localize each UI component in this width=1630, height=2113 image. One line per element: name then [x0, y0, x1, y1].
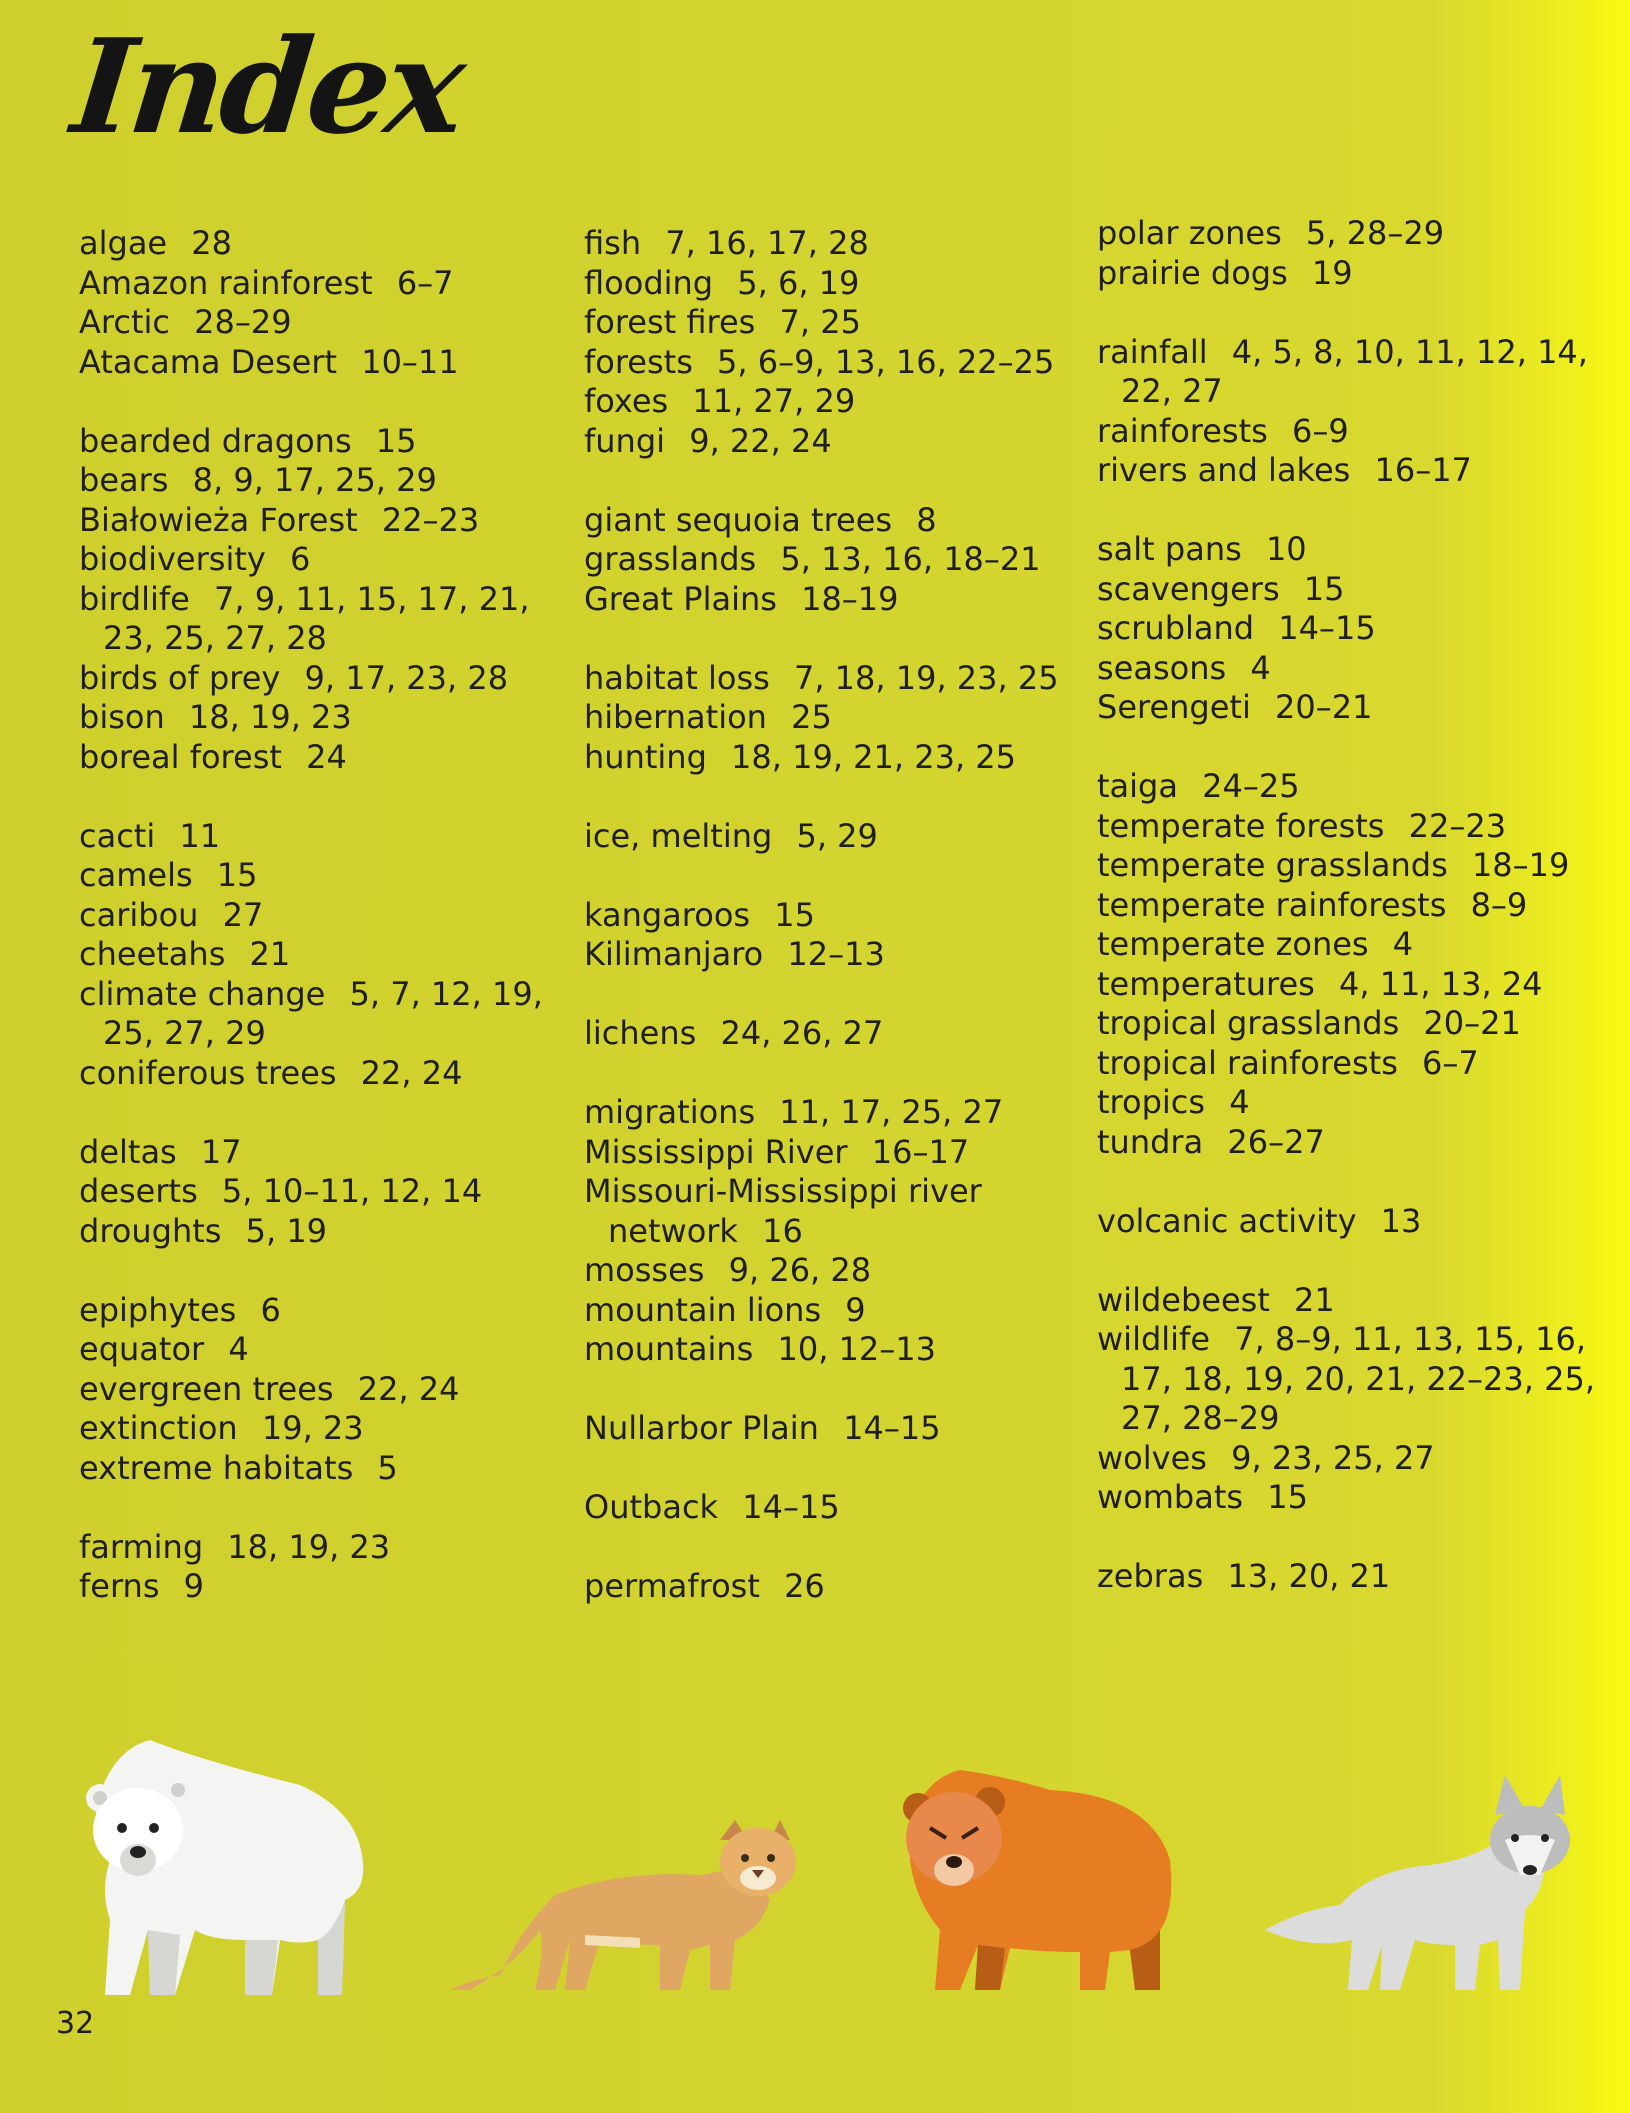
index-entry: [1097, 925, 1617, 965]
index-page-refs: 13: [1380, 1201, 1422, 1240]
mountain-lion-icon: [450, 1820, 796, 1990]
index-term: Great Plains: [584, 579, 777, 618]
index-term: tundra: [1097, 1122, 1204, 1161]
index-page-refs: 14–15: [1278, 609, 1376, 647]
index-entry: [1097, 254, 1617, 294]
index-term: ice, melting: [584, 816, 773, 855]
index-entry: [79, 856, 559, 896]
index-page-refs: 19: [1311, 253, 1353, 292]
index-term: hunting: [584, 737, 707, 776]
index-entry: [584, 303, 1064, 343]
index-term: droughts: [79, 1211, 222, 1250]
index-entry: [79, 935, 559, 975]
index-entry: [1097, 965, 1617, 1005]
index-entry: [79, 1291, 559, 1331]
index-entry: [1097, 1439, 1617, 1479]
index-term: bison: [79, 698, 165, 736]
index-entry: [79, 461, 559, 501]
index-entry: [584, 1409, 1064, 1449]
index-term: caribou: [79, 895, 199, 934]
index-letter-group: [79, 817, 559, 1094]
index-term: wildlife: [1097, 1320, 1210, 1358]
index-page-refs: 9: [183, 1567, 205, 1605]
index-term: cheetahs: [79, 935, 226, 973]
index-page-refs: 16–17: [1374, 451, 1472, 489]
index-page-refs: 24–25: [1202, 767, 1300, 805]
index-page-refs: 7, 9, 11, 15, 17, 21, 23, 25, 27, 28: [103, 579, 530, 657]
index-entry: [1097, 1202, 1617, 1242]
index-term: flooding: [584, 263, 714, 302]
index-page-refs: 6–9: [1291, 411, 1349, 450]
index-entry: [79, 1330, 559, 1370]
index-letter-group: [1097, 1202, 1617, 1242]
index-entry: [1097, 412, 1617, 452]
index-term: rainfall: [1097, 332, 1208, 371]
index-page-refs: 22, 24: [357, 1369, 460, 1408]
index-page-refs: 6: [260, 1290, 281, 1329]
index-term: wildebeest: [1097, 1280, 1270, 1319]
index-page-refs: 8, 9, 17, 25, 29: [192, 461, 437, 499]
index-page-refs: 18, 19, 23: [188, 698, 352, 736]
index-entry: [584, 1093, 1064, 1133]
index-letter-group: [584, 224, 1064, 461]
index-page-refs: 18, 19, 23: [227, 1527, 391, 1566]
index-term: tropical grasslands: [1097, 1004, 1400, 1042]
index-page-refs: 5, 6–9, 13, 16, 22–25: [717, 342, 1055, 381]
index-entry: [79, 422, 559, 462]
index-entry: [1097, 807, 1617, 847]
index-term: temperatures: [1097, 964, 1315, 1003]
index-term: boreal forest: [79, 737, 282, 776]
index-term: volcanic activity: [1097, 1201, 1357, 1240]
index-entry: [79, 540, 559, 580]
index-term: tropical rainforests: [1097, 1043, 1398, 1082]
index-entry: [584, 264, 1064, 304]
index-page-refs: 9, 17, 23, 28: [304, 658, 509, 697]
index-entry: [1097, 1083, 1617, 1123]
index-term: migrations: [584, 1093, 756, 1131]
index-page-refs: 11: [179, 816, 221, 855]
index-page-refs: 4, 11, 13, 24: [1338, 964, 1543, 1003]
index-column-2: [584, 224, 1064, 1646]
index-term: bearded dragons: [79, 421, 352, 460]
animal-illustrations: [0, 1690, 1630, 2020]
index-term: taiga: [1097, 767, 1178, 805]
index-term: ferns: [79, 1567, 160, 1605]
index-entry: [584, 1014, 1064, 1054]
index-term: temperate forests: [1097, 806, 1385, 845]
index-page-refs: 22–23: [1408, 806, 1507, 845]
index-page-refs: 21: [249, 935, 291, 973]
index-letter-group: [584, 817, 1064, 857]
index-term: giant sequoia trees: [584, 500, 893, 539]
index-entry: [79, 1133, 559, 1173]
index-term: camels: [79, 856, 193, 894]
index-entry: [584, 1291, 1064, 1331]
index-term: grasslands: [584, 540, 757, 578]
index-page-refs: 8: [916, 500, 937, 539]
index-term: seasons: [1097, 648, 1227, 687]
index-entry: [79, 501, 559, 541]
index-entry: [79, 1528, 559, 1568]
index-term: forest fires: [584, 303, 756, 341]
index-page-refs: 4: [228, 1330, 249, 1368]
index-page-refs: 27: [222, 895, 264, 934]
index-page-refs: 14–15: [843, 1409, 941, 1447]
index-page-refs: 7, 18, 19, 23, 25: [793, 658, 1059, 697]
index-page-refs: 28–29: [194, 303, 292, 341]
index-term: birds of prey: [79, 658, 281, 697]
index-letter-group: [584, 1093, 1064, 1370]
index-letter-group: [584, 896, 1064, 975]
index-entry: [1097, 609, 1617, 649]
index-term: Kilimanjaro: [584, 935, 764, 973]
index-term: Nullarbor Plain: [584, 1409, 819, 1447]
index-page-refs: 13, 20, 21: [1227, 1557, 1391, 1595]
index-page-refs: 17: [200, 1132, 242, 1171]
index-entry: [1097, 1281, 1617, 1321]
index-entry: [79, 1449, 559, 1489]
index-entry: [584, 343, 1064, 383]
index-entry: [79, 343, 559, 383]
index-term: polar zones: [1097, 214, 1282, 252]
index-entry: [79, 817, 559, 857]
index-term: cacti: [79, 816, 156, 855]
index-page-refs: 5, 13, 16, 18–21: [780, 540, 1041, 578]
index-page-refs: 10–11: [361, 342, 459, 381]
index-term: kangaroos: [584, 895, 751, 934]
index-page-refs: 22–23: [381, 500, 480, 539]
index-term: scavengers: [1097, 569, 1280, 608]
index-entry: [584, 817, 1064, 857]
index-entry: [1097, 570, 1617, 610]
index-entry: [584, 659, 1064, 699]
index-term: mountain lions: [584, 1290, 822, 1329]
index-term: tropics: [1097, 1083, 1206, 1121]
index-column-1: [79, 224, 559, 1646]
index-entry: [584, 501, 1064, 541]
index-page-refs: 5, 29: [796, 816, 878, 855]
index-page-refs: 15: [1303, 569, 1345, 608]
index-page-refs: 5, 7, 12, 19, 25, 27, 29: [103, 974, 543, 1052]
index-letter-group: [584, 501, 1064, 620]
index-page-refs: 24, 26, 27: [720, 1014, 884, 1052]
index-column-3: [1097, 214, 1617, 1636]
index-page-refs: 11, 17, 25, 27: [779, 1093, 1004, 1131]
index-page-refs: 4, 5, 8, 10, 11, 12, 14, 22, 27: [1121, 332, 1588, 410]
index-page-refs: 7, 8–9, 11, 13, 15, 16, 17, 18, 19, 20, 21, 22–23, 25, 27, 28–29: [1121, 1320, 1595, 1437]
index-entry: [79, 303, 559, 343]
index-entry: [584, 1133, 1064, 1173]
index-entry: [584, 1488, 1064, 1528]
index-letter-group: [79, 422, 559, 778]
index-term: zebras: [1097, 1557, 1204, 1595]
index-page-refs: 15: [375, 421, 417, 460]
index-term: fish: [584, 224, 642, 262]
index-page-refs: 25: [791, 698, 832, 736]
index-term: evergreen trees: [79, 1369, 334, 1408]
index-term: Atacama Desert: [79, 342, 338, 381]
index-term: rainforests: [1097, 411, 1268, 450]
index-page-refs: 5, 19: [245, 1211, 328, 1250]
index-term: Mississippi River: [584, 1132, 848, 1171]
index-entry: [584, 896, 1064, 936]
index-page-refs: 6–7: [1422, 1043, 1479, 1082]
index-letter-group: [584, 1014, 1064, 1054]
index-entry: [584, 1330, 1064, 1370]
index-term: temperate grasslands: [1097, 846, 1448, 884]
index-term: mountains: [584, 1330, 754, 1368]
index-entry: [79, 1567, 559, 1607]
index-page-refs: 9: [845, 1290, 866, 1329]
index-entry: [1097, 1478, 1617, 1518]
index-entry: [79, 1172, 559, 1212]
index-term: Missouri-Mississippi river network: [584, 1172, 982, 1250]
index-entry: [584, 1251, 1064, 1291]
index-page-refs: 4: [1392, 925, 1414, 963]
index-entry: [1097, 649, 1617, 689]
index-page-refs: 5, 10–11, 12, 14: [221, 1172, 483, 1210]
index-page-refs: 19, 23: [261, 1409, 364, 1447]
index-page-refs: 18–19: [801, 579, 899, 618]
index-entry: [1097, 846, 1617, 886]
index-term: Arctic: [79, 303, 170, 341]
index-term: scrubland: [1097, 609, 1255, 647]
index-entry: [79, 738, 559, 778]
index-page-refs: 6: [289, 540, 311, 578]
index-entry: [584, 1172, 1064, 1251]
index-page-refs: 26: [784, 1567, 825, 1605]
index-letter-group: [1097, 767, 1617, 1162]
index-page-refs: 20–21: [1275, 688, 1373, 726]
index-term: deserts: [79, 1172, 198, 1210]
index-page-refs: 24: [306, 737, 347, 776]
index-page-refs: 5: [377, 1448, 398, 1487]
index-entry: [1097, 530, 1617, 570]
index-letter-group: [79, 1528, 559, 1607]
index-entry: [1097, 767, 1617, 807]
index-letter-group: [79, 224, 559, 382]
index-entry: [584, 382, 1064, 422]
index-term: extinction: [79, 1409, 238, 1447]
index-term: coniferous trees: [79, 1053, 337, 1092]
index-page-refs: 4: [1250, 648, 1271, 687]
index-letter-group: [79, 1133, 559, 1252]
index-term: epiphytes: [79, 1290, 237, 1329]
index-term: wolves: [1097, 1438, 1207, 1477]
index-term: bears: [79, 461, 169, 499]
index-entry: [79, 698, 559, 738]
index-page-refs: 26–27: [1227, 1122, 1325, 1161]
index-page-refs: 20–21: [1423, 1004, 1521, 1042]
index-term: Białowieża Forest: [79, 500, 358, 539]
index-page-refs: 15: [774, 895, 815, 934]
index-entry: [1097, 451, 1617, 491]
index-entry: [79, 1212, 559, 1252]
index-term: habitat loss: [584, 658, 770, 697]
index-term: Serengeti: [1097, 688, 1251, 726]
index-page-refs: 8–9: [1470, 885, 1528, 924]
index-letter-group: [1097, 530, 1617, 728]
index-term: rivers and lakes: [1097, 451, 1351, 489]
brown-bear-icon: [903, 1770, 1171, 1990]
index-letter-group: [1097, 1281, 1617, 1518]
index-page-refs: 18, 19, 21, 23, 25: [731, 737, 1017, 776]
index-entry: [1097, 214, 1617, 254]
index-term: mosses: [584, 1251, 705, 1289]
index-page-refs: 6–7: [396, 263, 454, 302]
index-term: algae: [79, 224, 168, 262]
index-entry: [79, 264, 559, 304]
index-term: Outback: [584, 1488, 719, 1526]
index-page-refs: 9, 23, 25, 27: [1231, 1438, 1435, 1477]
index-entry: [584, 1567, 1064, 1607]
index-entry: [79, 659, 559, 699]
index-letter-group: [1097, 333, 1617, 491]
index-page-refs: 14–15: [742, 1488, 840, 1526]
index-entry: [1097, 333, 1617, 412]
index-page-refs: 7, 25: [779, 303, 861, 341]
index-entry: [79, 1370, 559, 1410]
index-page-refs: 7, 16, 17, 28: [665, 224, 869, 262]
index-page-refs: 22, 24: [360, 1053, 463, 1092]
index-entry: [584, 935, 1064, 975]
index-term: lichens: [584, 1014, 697, 1052]
index-page-refs: 11, 27, 29: [692, 382, 856, 420]
index-letter-group: [584, 1488, 1064, 1528]
index-page-refs: 15: [216, 856, 258, 894]
index-page-refs: 12–13: [787, 935, 885, 973]
index-term: biodiversity: [79, 540, 266, 578]
index-entry: [1097, 1123, 1617, 1163]
index-entry: [584, 580, 1064, 620]
index-entry: [1097, 1044, 1617, 1084]
index-term: temperate zones: [1097, 925, 1369, 963]
index-entry: [79, 975, 559, 1054]
page-number: 32: [56, 2006, 95, 2041]
index-entry: [1097, 1004, 1617, 1044]
index-page-refs: 4: [1229, 1083, 1250, 1121]
index-page-refs: 16: [762, 1211, 803, 1250]
index-entry: [1097, 1557, 1617, 1597]
index-term: prairie dogs: [1097, 253, 1288, 292]
index-term: climate change: [79, 974, 326, 1013]
index-entry: [79, 580, 559, 659]
index-entry: [79, 1409, 559, 1449]
index-term: salt pans: [1097, 530, 1242, 568]
index-term: wombats: [1097, 1478, 1244, 1516]
index-term: permafrost: [584, 1567, 760, 1605]
index-letter-group: [584, 1409, 1064, 1449]
page-title: Index: [65, 10, 469, 163]
index-term: equator: [79, 1330, 205, 1368]
index-letter-group: [79, 1291, 559, 1489]
index-page-refs: 5, 28–29: [1305, 214, 1445, 252]
index-entry: [1097, 688, 1617, 728]
index-page-refs: 10, 12–13: [777, 1330, 936, 1368]
index-term: temperate rainforests: [1097, 885, 1447, 924]
index-term: fungi: [584, 421, 666, 460]
index-term: forests: [584, 342, 693, 381]
index-page-refs: 18–19: [1471, 846, 1570, 884]
index-letter-group: [1097, 1557, 1617, 1597]
index-letter-group: [1097, 214, 1617, 293]
index-page-refs: 9, 26, 28: [728, 1251, 872, 1289]
index-term: hibernation: [584, 698, 767, 736]
index-term: deltas: [79, 1132, 177, 1171]
index-term: Amazon rainforest: [79, 263, 373, 302]
index-term: farming: [79, 1527, 204, 1566]
index-entry: [79, 224, 559, 264]
index-page-refs: 9, 22, 24: [689, 421, 832, 460]
index-page-refs: 5, 6, 19: [737, 263, 860, 302]
index-entry: [79, 896, 559, 936]
index-page-refs: 28: [191, 224, 232, 262]
index-term: birdlife: [79, 579, 190, 618]
index-term: extreme habitats: [79, 1448, 354, 1487]
index-entry: [584, 738, 1064, 778]
index-entry: [584, 540, 1064, 580]
index-entry: [1097, 886, 1617, 926]
index-term: foxes: [584, 382, 669, 420]
index-page-refs: 16–17: [871, 1132, 970, 1171]
index-letter-group: [584, 1567, 1064, 1607]
index-entry: [584, 422, 1064, 462]
index-entry: [79, 1054, 559, 1094]
grey-wolf-icon: [1265, 1775, 1570, 1990]
polar-bear-icon: [86, 1740, 363, 1995]
index-page-refs: 10: [1265, 530, 1307, 568]
index-entry: [584, 698, 1064, 738]
index-entry: [1097, 1320, 1617, 1439]
index-page-refs: 21: [1294, 1280, 1335, 1319]
index-letter-group: [584, 659, 1064, 778]
index-page-refs: 15: [1267, 1478, 1308, 1516]
index-entry: [584, 224, 1064, 264]
